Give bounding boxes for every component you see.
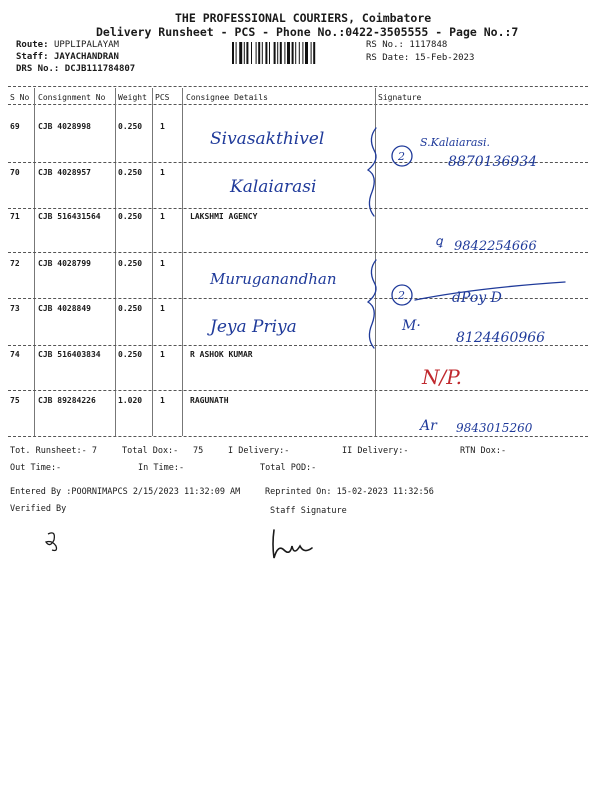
rs-date-label: RS Date: [366,53,410,63]
total-dox-value: 75 [193,446,204,456]
barcode-bar [258,42,260,64]
hw-sig-75: Ar [420,418,437,434]
barcode-bar [251,42,252,64]
hw-name-72: Muruganandhan [210,270,337,288]
rs-no-line [366,40,447,50]
row-pcs: 1 [160,304,165,313]
in-time: In Time:- [138,463,185,473]
barcode-bar [262,42,263,64]
barcode-bar [284,42,285,64]
rtn-dox: RTN Dox:- [460,446,507,456]
drs-value: DCJB111784807 [64,64,136,74]
hw-phone-71: 9842254666 [454,239,537,254]
tot-runsheet: Tot. Runsheet:- 7 [10,446,97,456]
route-label: Route: [16,40,49,50]
staff-signature [264,522,324,564]
row-sno: 71 [10,212,20,221]
header-rule-bottom [8,104,588,105]
verified-by: Verified By [10,504,67,514]
barcode-bar [265,42,267,64]
row-consignment: CJB 89284226 [38,396,96,405]
staff-label: Staff: [16,52,49,62]
barcode-bar [311,42,312,64]
barcode-bar [256,42,257,64]
col-consignee: Consignee Details [186,93,268,102]
entered-by: Entered By :POORNIMAPCS 2/15/2023 11:32:09 AM [10,487,241,497]
row-weight: 0.250 [118,122,143,131]
hw-circle-69: 2 [398,150,405,163]
row-weight: 0.250 [118,259,143,268]
company-name: THE PROFESSIONAL COURIERS, Coimbatore [175,11,432,25]
barcode-bar [274,42,276,64]
rs-no-value: 1117848 [409,40,448,50]
drs-line [16,64,135,74]
hw-sig-73b: dPoy D [452,290,502,306]
staff-line [16,52,119,62]
row-consignee: RAGUNATH [190,396,229,405]
row-sno: 73 [10,304,20,313]
row-pcs: 1 [160,350,165,359]
hw-name-69: Sivasakthivel [210,129,325,149]
barcode-bar [246,42,248,64]
barcode-bar [277,42,278,64]
hw-phone-73: 8124460966 [456,330,546,346]
header-rule-top [8,86,588,87]
hw-sig-73: M· [402,318,421,334]
total-pod: Total POD:- [260,463,317,473]
row-consignment: CJB 516403834 [38,350,101,359]
hw-circle-72: 2 [398,289,405,302]
hw-name-70: Kalaiarasi [230,177,317,197]
out-time: Out Time:- [10,463,62,473]
row-weight: 1.020 [118,396,143,405]
drs-label: DRS No.: [16,64,60,74]
route-value: UPPLIPALAYAM [53,40,119,50]
row-consignee: R ASHOK KUMAR [190,350,253,359]
barcode-bar [232,42,234,64]
reprinted-on: Reprinted On: 15-02-2023 11:32:56 [265,487,434,497]
barcode-bar [305,42,308,64]
col-sno: S No [10,93,30,102]
row-sno: 70 [10,168,20,177]
row-consignment: CJB 4028998 [38,122,91,131]
row-consignment: CJB 4028849 [38,304,91,313]
brace-mark [368,128,376,216]
col-consignment: Consignment No [38,93,106,102]
hw-name-73: Jeya Priya [210,317,297,337]
barcode-bar [269,42,270,64]
barcode [232,42,360,64]
row-pcs: 1 [160,122,165,131]
barcode-bar [295,42,296,64]
brace-mark [368,260,376,348]
barcode-bar [292,42,294,64]
handwriting-layer [180,108,590,438]
col-divider [34,88,35,436]
hw-phone-75: 9843015260 [456,421,533,435]
row-consignee: LAKSHMI AGENCY [190,212,258,221]
row-pcs: 1 [160,396,165,405]
row-consignment: CJB 516431564 [38,212,101,221]
hw-sig-69: S.Kalaiarasi. [420,136,491,149]
row-weight: 0.250 [118,168,143,177]
row-pcs: 1 [160,212,165,221]
total-dox-label: Total Dox:- [122,446,179,456]
row-pcs: 1 [160,259,165,268]
hw-np-74: N/P. [422,365,462,389]
ii-delivery: II Delivery:- [342,446,409,456]
col-pcs: PCS [155,93,170,102]
barcode-bar [239,42,242,64]
row-weight: 0.250 [118,304,143,313]
row-sno: 75 [10,396,20,405]
row-weight: 0.250 [118,350,143,359]
col-divider [152,88,153,436]
row-sno: 74 [10,350,20,359]
barcode-bar [302,42,303,64]
col-signature: Signature [378,93,422,102]
rs-no-label: RS No.: [366,40,404,50]
col-divider [115,88,116,436]
barcode-bar [287,42,290,64]
verifier-signature [40,528,70,552]
staff-value: JAYACHANDRAN [53,52,119,62]
col-weight: Weight [118,93,147,102]
row-consignment: CJB 4028957 [38,168,91,177]
barcode-bar [244,42,245,64]
row-consignment: CJB 4028799 [38,259,91,268]
barcode-bar [236,42,237,64]
staff-signature-label: Staff Signature [270,506,347,516]
row-pcs: 1 [160,168,165,177]
barcode-bar [299,42,300,64]
hw-phone-69: 8870136934 [448,154,538,170]
route-line [16,40,119,50]
hw-sig-71: ꝗ [435,234,443,248]
row-sno: 72 [10,259,20,268]
runsheet-title: Delivery Runsheet - PCS - Phone No.:0422-3505555 - Page No.:7 [96,25,519,39]
row-sno: 69 [10,122,20,131]
i-delivery: I Delivery:- [228,446,290,456]
barcode-bar [280,42,282,64]
rs-date-line [366,53,474,63]
barcode-bar [313,42,315,64]
row-weight: 0.250 [118,212,143,221]
rs-date-value: 15-Feb-2023 [414,53,475,63]
